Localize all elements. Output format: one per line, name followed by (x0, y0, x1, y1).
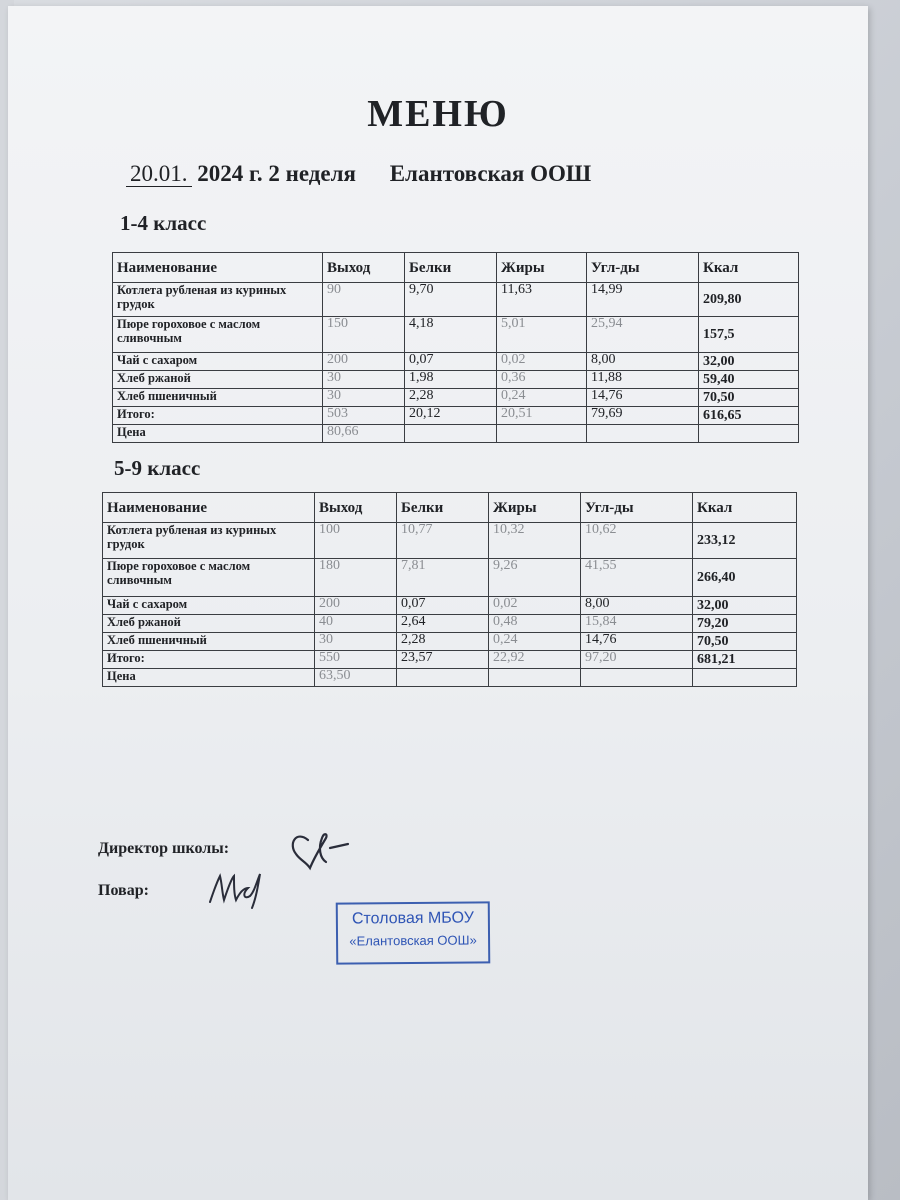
column-header: Выход (315, 493, 397, 523)
table-row (103, 633, 797, 651)
output-cell: 150 (323, 317, 405, 353)
kcal-cell: 233,12 (693, 523, 797, 559)
fat-cell: 0,48 (489, 615, 581, 633)
director-label: Директор школы: (98, 840, 230, 857)
column-header: Выход (323, 253, 405, 283)
kcal-cell (699, 425, 799, 443)
output-cell: 90 (323, 283, 405, 317)
column-header: Жиры (489, 493, 581, 523)
canteen-stamp (336, 901, 491, 964)
fat-cell: 0,02 (497, 353, 587, 371)
protein-cell (405, 425, 497, 443)
table-row (113, 371, 799, 389)
carbs-cell (587, 425, 699, 443)
fat-cell: 0,02 (489, 597, 581, 615)
menu-week: 2024 г. 2 неделя (197, 161, 356, 186)
fat-cell: 10,32 (489, 523, 581, 559)
total-label: Итого: (113, 407, 323, 425)
dish-name: Хлеб пшеничный (103, 633, 315, 651)
price-cell: 80,66 (323, 425, 405, 443)
class-heading-1-4: 1-4 класс (120, 211, 207, 235)
fat-cell: 0,24 (489, 633, 581, 651)
carbs-cell: 14,76 (581, 633, 693, 651)
fat-cell (489, 669, 581, 687)
dish-name: Пюре гороховое с маслом сливочным (103, 559, 315, 597)
carbs-cell: 8,00 (581, 597, 693, 615)
carbs-cell: 11,88 (587, 371, 699, 389)
carbs-cell (581, 669, 693, 687)
dish-name: Котлета рубленая из куриных грудок (103, 523, 315, 559)
price-label: Цена (113, 425, 323, 443)
carbs-cell: 15,84 (581, 615, 693, 633)
output-cell: 550 (315, 651, 397, 669)
protein-cell: 23,57 (397, 651, 489, 669)
kcal-cell (693, 669, 797, 687)
kcal-cell: 266,40 (693, 559, 797, 597)
carbs-cell: 79,69 (587, 407, 699, 425)
output-cell: 40 (315, 615, 397, 633)
school-name: Елантовская ООШ (389, 161, 592, 186)
kcal-cell: 32,00 (699, 353, 799, 371)
carbs-cell: 25,94 (587, 317, 699, 353)
table-row (103, 615, 797, 633)
kcal-cell: 59,40 (699, 371, 799, 389)
output-cell: 200 (323, 353, 405, 371)
price-label: Цена (103, 669, 315, 687)
cook-label: Повар: (98, 882, 149, 899)
table-row (103, 523, 797, 559)
dish-name: Хлеб пшеничный (113, 389, 323, 407)
column-header: Угл-ды (581, 493, 693, 523)
output-cell: 30 (323, 371, 405, 389)
column-header: Белки (397, 493, 489, 523)
carbs-cell: 8,00 (587, 353, 699, 371)
dish-name: Хлеб ржаной (113, 371, 323, 389)
fat-cell: 11,63 (497, 283, 587, 317)
column-header: Ккал (699, 253, 799, 283)
protein-cell: 0,07 (397, 597, 489, 615)
output-cell: 200 (315, 597, 397, 615)
protein-cell: 9,70 (405, 283, 497, 317)
output-cell: 30 (315, 633, 397, 651)
menu-sheet (8, 6, 868, 1200)
protein-cell: 10,77 (397, 523, 489, 559)
page-title: МЕНЮ (367, 93, 509, 135)
dish-name: Чай с сахаром (103, 597, 315, 615)
protein-cell: 20,12 (405, 407, 497, 425)
table-row (113, 353, 799, 371)
table-row-total (113, 407, 799, 425)
carbs-cell: 14,76 (587, 389, 699, 407)
fat-cell: 5,01 (497, 317, 587, 353)
protein-cell: 2,28 (397, 633, 489, 651)
fat-cell: 0,24 (497, 389, 587, 407)
kcal-cell: 681,21 (693, 651, 797, 669)
date-line (126, 161, 591, 187)
kcal-cell: 157,5 (699, 317, 799, 353)
column-header: Наименование (103, 493, 315, 523)
kcal-cell: 70,50 (693, 633, 797, 651)
protein-cell: 0,07 (405, 353, 497, 371)
table-header-row (103, 493, 797, 523)
menu-table-5-9 (102, 492, 797, 687)
kcal-cell: 616,65 (699, 407, 799, 425)
output-cell: 503 (323, 407, 405, 425)
column-header: Угл-ды (587, 253, 699, 283)
cook-signature (204, 866, 274, 916)
kcal-cell: 79,20 (693, 615, 797, 633)
table-row (113, 389, 799, 407)
table-row-price (103, 669, 797, 687)
column-header: Ккал (693, 493, 797, 523)
column-header: Наименование (113, 253, 323, 283)
table-row (103, 597, 797, 615)
protein-cell: 7,81 (397, 559, 489, 597)
class-heading-5-9: 5-9 класс (114, 456, 201, 480)
table-row-total (103, 651, 797, 669)
fat-cell (497, 425, 587, 443)
table-row (103, 559, 797, 597)
dish-name: Чай с сахаром (113, 353, 323, 371)
dish-name: Котлета рубленая из куриных грудок (113, 283, 323, 317)
protein-cell: 2,64 (397, 615, 489, 633)
kcal-cell: 32,00 (693, 597, 797, 615)
carbs-cell: 41,55 (581, 559, 693, 597)
total-label: Итого: (103, 651, 315, 669)
table-header-row (113, 253, 799, 283)
column-header: Жиры (497, 253, 587, 283)
menu-date: 20.01. (126, 161, 192, 187)
dish-name: Хлеб ржаной (103, 615, 315, 633)
table-row (113, 283, 799, 317)
protein-cell (397, 669, 489, 687)
stamp-line-2: «Елантовская ООШ» (349, 932, 477, 949)
protein-cell: 2,28 (405, 389, 497, 407)
kcal-cell: 70,50 (699, 389, 799, 407)
protein-cell: 4,18 (405, 317, 497, 353)
output-cell: 180 (315, 559, 397, 597)
price-cell: 63,50 (315, 669, 397, 687)
table-row-price (113, 425, 799, 443)
output-cell: 30 (323, 389, 405, 407)
protein-cell: 1,98 (405, 371, 497, 389)
fat-cell: 0,36 (497, 371, 587, 389)
fat-cell: 22,92 (489, 651, 581, 669)
output-cell: 100 (315, 523, 397, 559)
menu-table-1-4 (112, 252, 799, 443)
kcal-cell: 209,80 (699, 283, 799, 317)
carbs-cell: 97,20 (581, 651, 693, 669)
carbs-cell: 14,99 (587, 283, 699, 317)
carbs-cell: 10,62 (581, 523, 693, 559)
table-row (113, 317, 799, 353)
director-signature (286, 824, 366, 874)
stamp-line-1: Столовая МБОУ (351, 909, 474, 928)
column-header: Белки (405, 253, 497, 283)
dish-name: Пюре гороховое с маслом сливочным (113, 317, 323, 353)
fat-cell: 20,51 (497, 407, 587, 425)
fat-cell: 9,26 (489, 559, 581, 597)
